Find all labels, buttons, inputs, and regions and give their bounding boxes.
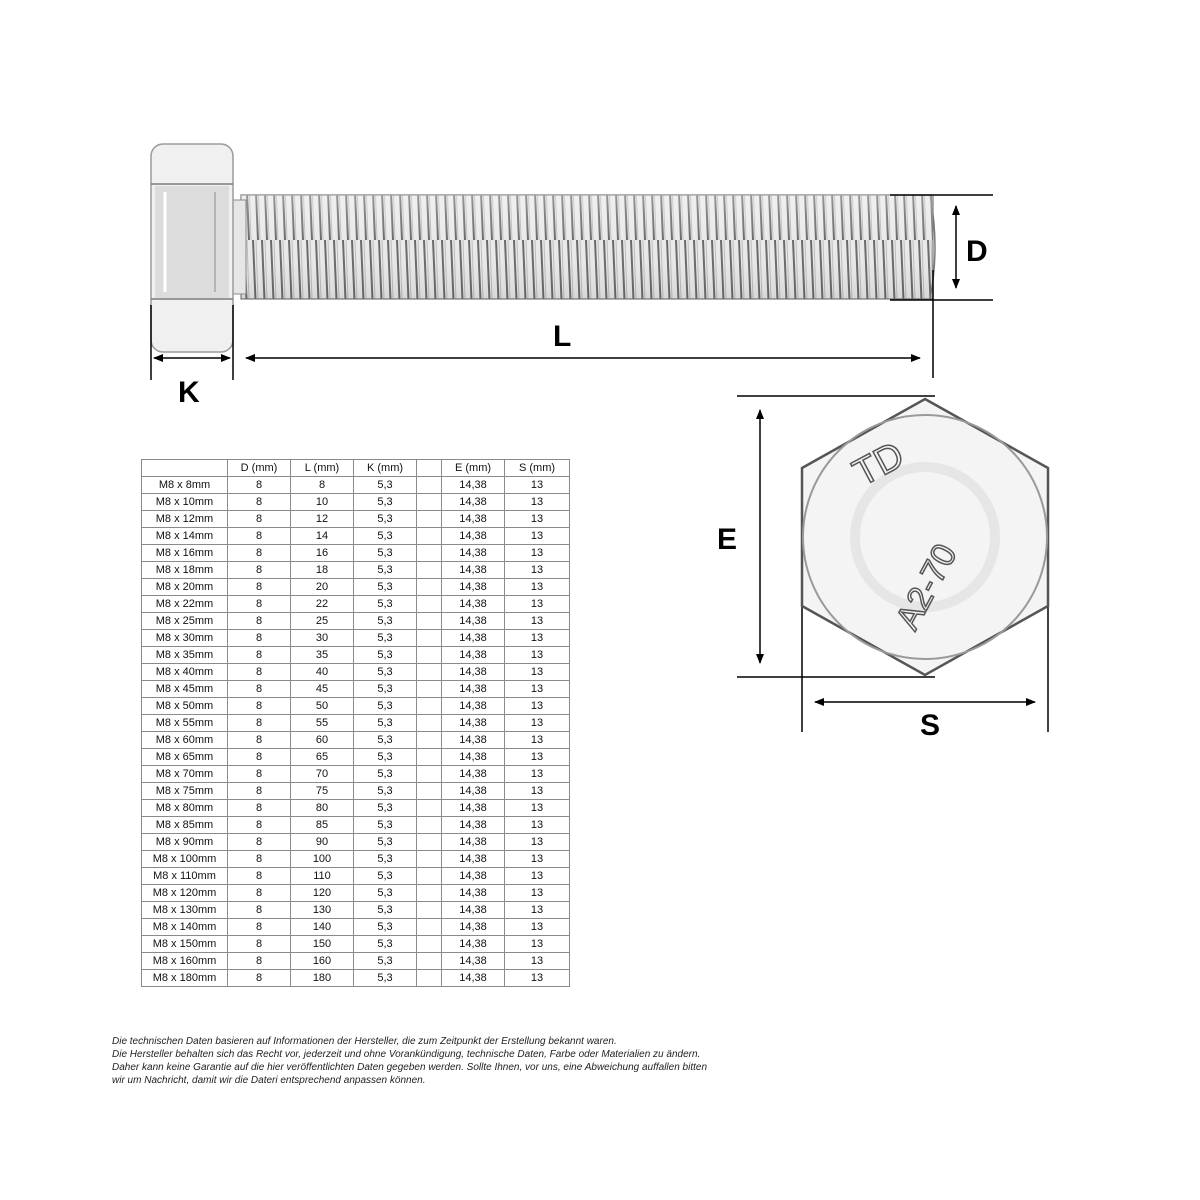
table-cell: 5,3 <box>354 613 417 630</box>
table-cell: 14,38 <box>442 919 505 936</box>
table-cell: 13 <box>505 834 570 851</box>
table-cell: 5,3 <box>354 511 417 528</box>
dimension-label-l: L <box>553 320 572 353</box>
table-cell: 8 <box>291 477 354 494</box>
table-cell: M8 x 160mm <box>142 953 228 970</box>
table-cell: 70 <box>291 766 354 783</box>
table-cell <box>417 868 442 885</box>
table-cell: 8 <box>228 511 291 528</box>
table-cell: 8 <box>228 783 291 800</box>
table-cell: 5,3 <box>354 970 417 987</box>
bolt-washer-face <box>232 200 246 294</box>
table-cell <box>417 919 442 936</box>
table-cell <box>417 953 442 970</box>
table-cell: 14,38 <box>442 562 505 579</box>
table-cell <box>417 664 442 681</box>
table-cell: 18 <box>291 562 354 579</box>
table-cell: 5,3 <box>354 545 417 562</box>
table-row <box>142 596 570 613</box>
table-cell: 8 <box>228 868 291 885</box>
table-cell: 13 <box>505 647 570 664</box>
table-cell: 8 <box>228 766 291 783</box>
table-cell: 13 <box>505 851 570 868</box>
disclaimer-line: Daher kann keine Garantie auf die hier veröffentlichten Daten gegeben werden. Sollte Ihnen, vor uns, eine Abweichung auffallen bitten <box>112 1062 708 1073</box>
table-cell <box>417 698 442 715</box>
table-cell: M8 x 40mm <box>142 664 228 681</box>
table-cell: 5,3 <box>354 528 417 545</box>
table-cell: M8 x 60mm <box>142 732 228 749</box>
table-cell: 13 <box>505 732 570 749</box>
table-cell: M8 x 110mm <box>142 868 228 885</box>
table-cell: 8 <box>228 698 291 715</box>
table-cell: 16 <box>291 545 354 562</box>
table-row <box>142 715 570 732</box>
table-cell: 5,3 <box>354 698 417 715</box>
table-cell: M8 x 10mm <box>142 494 228 511</box>
table-cell: 100 <box>291 851 354 868</box>
table-cell: 14 <box>291 528 354 545</box>
table-header-cell: E (mm) <box>442 460 505 477</box>
table-cell: 130 <box>291 902 354 919</box>
table-cell: 50 <box>291 698 354 715</box>
table-cell: 8 <box>228 562 291 579</box>
table-cell: 13 <box>505 511 570 528</box>
table-cell: 40 <box>291 664 354 681</box>
table-cell: 8 <box>228 800 291 817</box>
table-cell: 14,38 <box>442 630 505 647</box>
table-cell <box>417 936 442 953</box>
table-row <box>142 545 570 562</box>
table-cell: 5,3 <box>354 834 417 851</box>
table-cell: M8 x 30mm <box>142 630 228 647</box>
table-cell: 75 <box>291 783 354 800</box>
table-cell: 8 <box>228 885 291 902</box>
table-cell: 20 <box>291 579 354 596</box>
table-cell: 14,38 <box>442 545 505 562</box>
table-cell <box>417 562 442 579</box>
table-cell: 8 <box>228 681 291 698</box>
table-cell: 14,38 <box>442 664 505 681</box>
table-cell: 8 <box>228 970 291 987</box>
table-row <box>142 783 570 800</box>
table-cell: 5,3 <box>354 664 417 681</box>
table-cell: 14,38 <box>442 749 505 766</box>
table-cell: M8 x 14mm <box>142 528 228 545</box>
table-cell: 8 <box>228 732 291 749</box>
table-cell: 13 <box>505 698 570 715</box>
table-row <box>142 868 570 885</box>
table-cell: 14,38 <box>442 953 505 970</box>
table-row <box>142 970 570 987</box>
table-cell: 5,3 <box>354 477 417 494</box>
table-cell: 14,38 <box>442 477 505 494</box>
table-cell: 8 <box>228 494 291 511</box>
table-cell: 5,3 <box>354 749 417 766</box>
table-cell: 10 <box>291 494 354 511</box>
table-cell: 13 <box>505 936 570 953</box>
table-row <box>142 817 570 834</box>
table-cell: 5,3 <box>354 800 417 817</box>
table-cell: 8 <box>228 528 291 545</box>
dimension-label-e: E <box>717 523 738 556</box>
table-cell: 13 <box>505 902 570 919</box>
table-cell: 14,38 <box>442 715 505 732</box>
table-cell: 14,38 <box>442 647 505 664</box>
table-cell: 14,38 <box>442 613 505 630</box>
table-cell: 8 <box>228 596 291 613</box>
table-cell <box>417 596 442 613</box>
table-cell: 13 <box>505 596 570 613</box>
table-cell: 14,38 <box>442 681 505 698</box>
table-cell <box>417 715 442 732</box>
bolt-head <box>151 144 233 352</box>
table-cell: 13 <box>505 783 570 800</box>
table-cell: 13 <box>505 562 570 579</box>
table-cell: M8 x 20mm <box>142 579 228 596</box>
table-cell: M8 x 75mm <box>142 783 228 800</box>
dimension-label-k: K <box>178 376 200 409</box>
table-cell <box>417 494 442 511</box>
table-cell: 14,38 <box>442 698 505 715</box>
table-cell: 5,3 <box>354 783 417 800</box>
table-row <box>142 681 570 698</box>
table-cell: 60 <box>291 732 354 749</box>
table-cell <box>417 528 442 545</box>
head-marking-grade: A2-70 <box>888 537 965 636</box>
table-cell: 14,38 <box>442 868 505 885</box>
table-cell: 14,38 <box>442 902 505 919</box>
table-cell: 5,3 <box>354 766 417 783</box>
table-cell: 14,38 <box>442 800 505 817</box>
table-row <box>142 936 570 953</box>
table-cell: 14,38 <box>442 511 505 528</box>
table-cell <box>417 613 442 630</box>
table-cell: 14,38 <box>442 579 505 596</box>
table-cell: M8 x 25mm <box>142 613 228 630</box>
table-cell: 90 <box>291 834 354 851</box>
table-cell: M8 x 80mm <box>142 800 228 817</box>
hexagon-head <box>802 399 1048 675</box>
table-cell: M8 x 45mm <box>142 681 228 698</box>
table-cell <box>417 511 442 528</box>
table-cell: 55 <box>291 715 354 732</box>
table-cell <box>417 647 442 664</box>
table-cell <box>417 783 442 800</box>
bolt-side-view <box>151 144 935 352</box>
table-cell: 13 <box>505 749 570 766</box>
table-row <box>142 698 570 715</box>
table-cell: 13 <box>505 545 570 562</box>
table-cell: 5,3 <box>354 647 417 664</box>
disclaimer <box>112 1035 812 1087</box>
dimension-label-s: S <box>920 709 941 742</box>
table-cell: M8 x 140mm <box>142 919 228 936</box>
table-cell: 30 <box>291 630 354 647</box>
table-cell: M8 x 22mm <box>142 596 228 613</box>
table-cell: M8 x 16mm <box>142 545 228 562</box>
table-cell: 13 <box>505 528 570 545</box>
table-header-cell: D (mm) <box>228 460 291 477</box>
disclaimer-line: wir um Nachricht, damit wir die Dateri entsprechend anpassen können. <box>112 1075 426 1086</box>
table-cell: 8 <box>228 613 291 630</box>
table-row <box>142 851 570 868</box>
table-cell: 8 <box>228 936 291 953</box>
table-row <box>142 766 570 783</box>
table-cell: M8 x 130mm <box>142 902 228 919</box>
table-cell <box>417 851 442 868</box>
table-row <box>142 885 570 902</box>
dimension-label-d: D <box>966 235 988 268</box>
table-cell: 8 <box>228 851 291 868</box>
table-cell: 13 <box>505 885 570 902</box>
dimensions-table <box>141 459 570 987</box>
table-row <box>142 953 570 970</box>
table-cell: 5,3 <box>354 715 417 732</box>
table-row <box>142 800 570 817</box>
table-cell <box>417 834 442 851</box>
table-cell: 13 <box>505 766 570 783</box>
table-cell <box>417 630 442 647</box>
table-cell: M8 x 18mm <box>142 562 228 579</box>
table-cell <box>417 681 442 698</box>
table-cell: M8 x 8mm <box>142 477 228 494</box>
bolt-end-view <box>802 399 1048 675</box>
table-header-row <box>142 460 570 477</box>
disclaimer-line: Die technischen Daten basieren auf Informationen der Hersteller, die zum Zeitpunkt der Erstellung bekannt waren. <box>112 1036 617 1047</box>
table-cell: 13 <box>505 970 570 987</box>
table-cell: M8 x 70mm <box>142 766 228 783</box>
table-cell <box>417 732 442 749</box>
table-cell: 14,38 <box>442 528 505 545</box>
table-cell: 14,38 <box>442 834 505 851</box>
table-cell: 8 <box>228 477 291 494</box>
table-cell: 13 <box>505 868 570 885</box>
table-cell: 8 <box>228 749 291 766</box>
table-cell: M8 x 90mm <box>142 834 228 851</box>
table-row <box>142 579 570 596</box>
table-cell: 8 <box>228 953 291 970</box>
table-cell: 13 <box>505 630 570 647</box>
table-row <box>142 630 570 647</box>
table-cell <box>417 579 442 596</box>
table-cell <box>417 545 442 562</box>
table-row <box>142 919 570 936</box>
table-cell: 25 <box>291 613 354 630</box>
table-cell <box>417 766 442 783</box>
disclaimer-line: Die Hersteller behalten sich das Recht vor, jederzeit und ohne Vorankündigung, technische Daten, Farbe oder Materialien zu ändern. <box>112 1049 701 1060</box>
table-cell: 5,3 <box>354 868 417 885</box>
table-cell <box>417 902 442 919</box>
table-cell: 5,3 <box>354 562 417 579</box>
table-cell: 14,38 <box>442 494 505 511</box>
table-row <box>142 749 570 766</box>
table-cell: 5,3 <box>354 630 417 647</box>
table-cell: 8 <box>228 715 291 732</box>
table-cell: 14,38 <box>442 817 505 834</box>
table-row <box>142 664 570 681</box>
table-cell <box>417 477 442 494</box>
table-cell: 12 <box>291 511 354 528</box>
table-cell: 13 <box>505 681 570 698</box>
table-cell: 150 <box>291 936 354 953</box>
table-cell: M8 x 100mm <box>142 851 228 868</box>
table-cell: 14,38 <box>442 970 505 987</box>
table-cell: 85 <box>291 817 354 834</box>
table-cell: 5,3 <box>354 494 417 511</box>
table-cell: 5,3 <box>354 579 417 596</box>
table-cell: 8 <box>228 647 291 664</box>
table-cell: 13 <box>505 579 570 596</box>
table-header-cell <box>417 460 442 477</box>
table-cell: 8 <box>228 579 291 596</box>
table-cell: 14,38 <box>442 596 505 613</box>
table-cell: 120 <box>291 885 354 902</box>
table-cell: M8 x 85mm <box>142 817 228 834</box>
table-cell: 8 <box>228 834 291 851</box>
table-cell: 5,3 <box>354 732 417 749</box>
table-cell <box>417 800 442 817</box>
table-cell: 13 <box>505 800 570 817</box>
table-cell: M8 x 120mm <box>142 885 228 902</box>
table-cell: 5,3 <box>354 953 417 970</box>
table-cell: 13 <box>505 715 570 732</box>
table-cell: M8 x 50mm <box>142 698 228 715</box>
table-header-cell: S (mm) <box>505 460 570 477</box>
table-cell: 5,3 <box>354 919 417 936</box>
table-row <box>142 562 570 579</box>
table-cell: 5,3 <box>354 936 417 953</box>
table-cell: 8 <box>228 630 291 647</box>
table-cell <box>417 970 442 987</box>
table-cell: M8 x 55mm <box>142 715 228 732</box>
table-cell: 65 <box>291 749 354 766</box>
table-cell: M8 x 12mm <box>142 511 228 528</box>
table-header-cell: L (mm) <box>291 460 354 477</box>
table-cell: 13 <box>505 477 570 494</box>
table-cell: 8 <box>228 919 291 936</box>
table-cell: 22 <box>291 596 354 613</box>
table-cell: M8 x 180mm <box>142 970 228 987</box>
table-cell: 13 <box>505 664 570 681</box>
table-cell: 160 <box>291 953 354 970</box>
table-cell: 14,38 <box>442 766 505 783</box>
table-header-cell: K (mm) <box>354 460 417 477</box>
table-row <box>142 613 570 630</box>
table-cell: 14,38 <box>442 783 505 800</box>
table-cell: 45 <box>291 681 354 698</box>
table-row <box>142 647 570 664</box>
table-cell: 5,3 <box>354 817 417 834</box>
table-cell: 8 <box>228 664 291 681</box>
table-cell: 5,3 <box>354 851 417 868</box>
table-cell: 5,3 <box>354 902 417 919</box>
table-cell: 14,38 <box>442 936 505 953</box>
table-cell: 5,3 <box>354 681 417 698</box>
table-cell: 8 <box>228 902 291 919</box>
table-row <box>142 834 570 851</box>
table-cell: M8 x 35mm <box>142 647 228 664</box>
table-cell <box>417 885 442 902</box>
table-cell: 13 <box>505 494 570 511</box>
table-cell: 13 <box>505 919 570 936</box>
table-cell: 8 <box>228 545 291 562</box>
table-cell <box>417 749 442 766</box>
head-marking-maker: TD <box>846 434 911 495</box>
table-cell: M8 x 65mm <box>142 749 228 766</box>
table-cell: 14,38 <box>442 885 505 902</box>
table-cell: M8 x 150mm <box>142 936 228 953</box>
table-cell: 5,3 <box>354 885 417 902</box>
table-row <box>142 494 570 511</box>
table-row <box>142 477 570 494</box>
table-cell: 14,38 <box>442 851 505 868</box>
table-cell: 140 <box>291 919 354 936</box>
table-cell: 180 <box>291 970 354 987</box>
table-row <box>142 511 570 528</box>
table-cell: 13 <box>505 613 570 630</box>
table-cell: 35 <box>291 647 354 664</box>
table-row <box>142 902 570 919</box>
table-cell <box>417 817 442 834</box>
table-cell: 80 <box>291 800 354 817</box>
table-cell: 110 <box>291 868 354 885</box>
table-row <box>142 732 570 749</box>
table-row <box>142 528 570 545</box>
table-cell: 14,38 <box>442 732 505 749</box>
table-cell: 8 <box>228 817 291 834</box>
table-cell: 13 <box>505 953 570 970</box>
table-cell: 5,3 <box>354 596 417 613</box>
table-cell: 13 <box>505 817 570 834</box>
table-header-cell <box>142 460 228 477</box>
